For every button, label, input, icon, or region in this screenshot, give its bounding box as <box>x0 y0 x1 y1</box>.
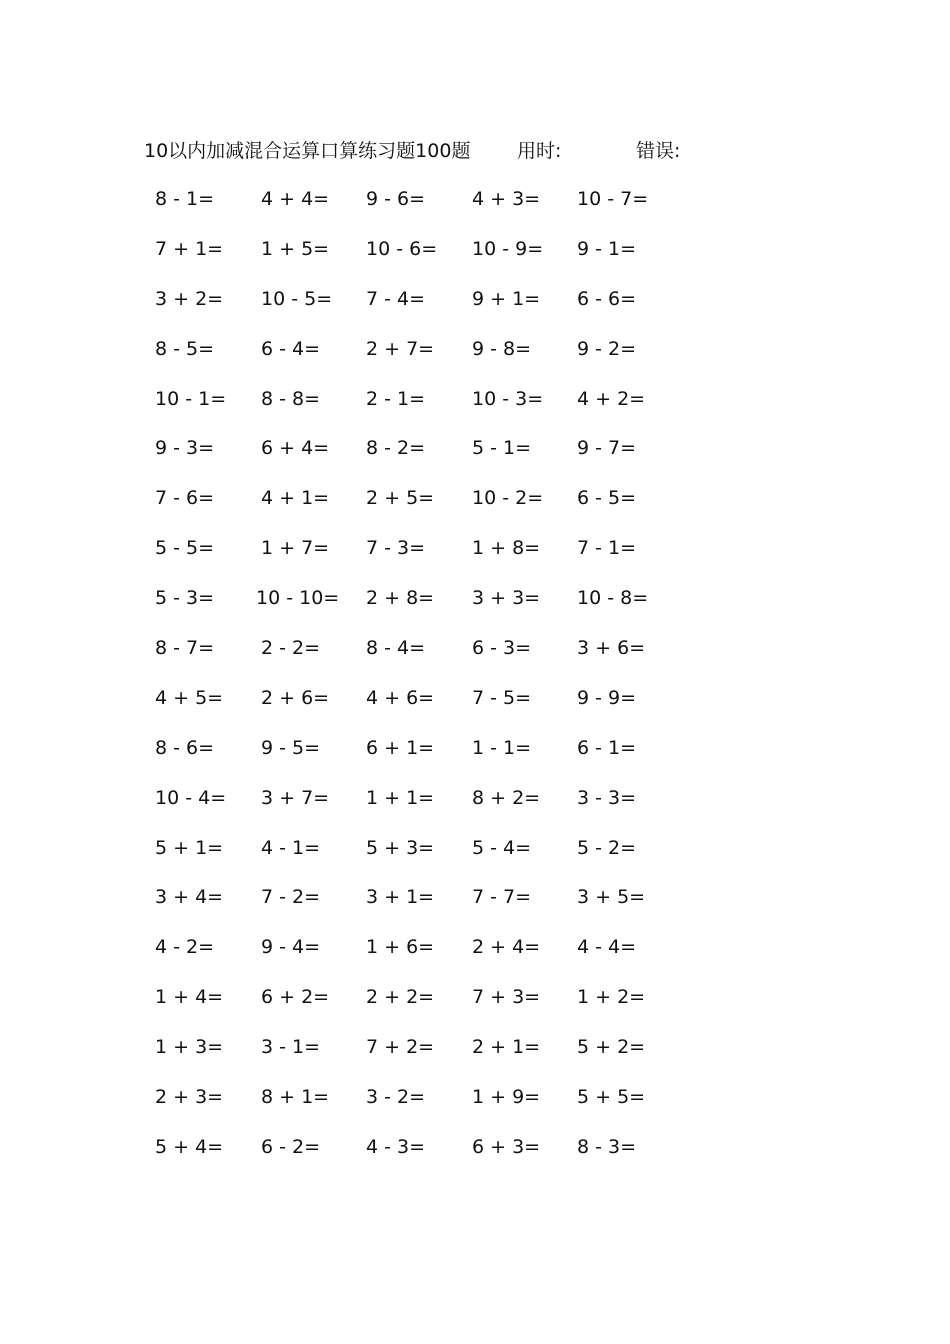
problem-item: 9 - 3= <box>155 437 215 460</box>
problem-item: 4 + 6= <box>366 686 435 709</box>
problem-item: 8 - 4= <box>366 637 426 660</box>
problem-item: 5 + 3= <box>366 836 435 859</box>
problem-item: 10 - 2= <box>472 487 544 510</box>
problem-item: 2 - 1= <box>366 387 426 410</box>
problem-item: 3 + 6= <box>577 637 646 660</box>
problem-item: 2 + 3= <box>155 1086 224 1109</box>
problem-item: 3 + 1= <box>366 886 435 909</box>
problem-row <box>150 1083 690 1133</box>
problem-item: 7 + 3= <box>472 986 541 1009</box>
problem-item: 1 + 1= <box>366 786 435 809</box>
problem-item: 9 - 6= <box>366 188 426 210</box>
problem-row <box>150 634 690 684</box>
problem-item: 4 + 2= <box>577 387 646 410</box>
problem-item: 1 + 8= <box>472 537 541 560</box>
problem-row <box>150 883 690 933</box>
worksheet-title: 10以内加减混合运算口算练习题100题 <box>144 140 471 162</box>
problem-item: 7 - 2= <box>261 886 321 909</box>
problem-row <box>150 385 690 435</box>
problem-row <box>150 834 690 884</box>
problem-grid <box>150 185 690 1183</box>
problem-item: 3 - 3= <box>577 786 637 809</box>
problem-item: 7 - 7= <box>472 886 532 909</box>
problem-item: 1 + 2= <box>577 986 646 1009</box>
problem-item: 10 - 9= <box>472 237 544 260</box>
problem-item: 10 - 4= <box>155 786 227 809</box>
problem-item: 5 + 1= <box>155 836 224 859</box>
problem-item: 9 - 5= <box>261 736 321 759</box>
problem-item: 8 - 6= <box>155 736 215 759</box>
errors-label: 错误: <box>636 140 681 162</box>
problem-item: 6 + 4= <box>261 437 330 460</box>
problem-item: 6 - 3= <box>472 637 532 660</box>
problem-item: 5 - 4= <box>472 836 532 859</box>
problem-item: 1 + 5= <box>261 237 330 260</box>
problem-item: 5 - 3= <box>155 587 215 610</box>
problem-row <box>150 933 690 983</box>
problem-item: 1 - 1= <box>472 736 532 759</box>
problem-item: 4 - 1= <box>261 836 321 859</box>
problem-row <box>150 684 690 734</box>
problem-item: 7 + 1= <box>155 237 224 260</box>
problem-item: 4 + 3= <box>472 188 541 210</box>
problem-item: 3 + 2= <box>155 287 224 310</box>
problem-row <box>150 484 690 534</box>
problem-row <box>150 534 690 584</box>
problem-row <box>150 1133 690 1183</box>
problem-item: 10 - 1= <box>155 387 227 410</box>
problem-row <box>150 434 690 484</box>
problem-item: 6 + 2= <box>261 986 330 1009</box>
problem-item: 7 - 4= <box>366 287 426 310</box>
problem-item: 9 + 1= <box>472 287 541 310</box>
problem-item: 10 - 3= <box>472 387 544 410</box>
problem-row <box>150 185 690 235</box>
problem-item: 1 + 6= <box>366 936 435 959</box>
problem-row <box>150 285 690 335</box>
problem-item: 3 + 5= <box>577 886 646 909</box>
problem-row <box>150 235 690 285</box>
problem-item: 5 - 2= <box>577 836 637 859</box>
problem-item: 5 - 1= <box>472 437 532 460</box>
problem-item: 2 + 1= <box>472 1036 541 1059</box>
problem-item: 3 + 7= <box>261 786 330 809</box>
problem-item: 6 + 3= <box>472 1135 541 1158</box>
problem-item: 2 - 2= <box>261 637 321 660</box>
problem-item: 9 - 9= <box>577 686 637 709</box>
problem-item: 7 + 2= <box>366 1036 435 1059</box>
problem-item: 2 + 8= <box>366 587 435 610</box>
problem-item: 7 - 1= <box>577 537 637 560</box>
problem-item: 6 - 1= <box>577 736 637 759</box>
problem-item: 2 + 5= <box>366 487 435 510</box>
problem-item: 10 - 6= <box>366 237 438 260</box>
problem-item: 2 + 2= <box>366 986 435 1009</box>
problem-item: 5 + 4= <box>155 1135 224 1158</box>
problem-row <box>150 734 690 784</box>
problem-item: 7 - 3= <box>366 537 426 560</box>
problem-item: 8 + 1= <box>261 1086 330 1109</box>
problem-row <box>150 983 690 1033</box>
problem-row <box>150 584 690 634</box>
problem-item: 6 - 5= <box>577 487 637 510</box>
problem-row <box>150 1033 690 1083</box>
problem-item: 4 - 2= <box>155 936 215 959</box>
problem-item: 9 - 7= <box>577 437 637 460</box>
problem-item: 9 - 2= <box>577 337 637 360</box>
problem-item: 1 + 3= <box>155 1036 224 1059</box>
problem-item: 4 + 4= <box>261 188 330 210</box>
problem-item: 1 + 7= <box>261 537 330 560</box>
problem-row <box>150 784 690 834</box>
problem-item: 8 - 8= <box>261 387 321 410</box>
problem-item: 6 - 4= <box>261 337 321 360</box>
problem-item: 7 - 6= <box>155 487 215 510</box>
problem-item: 8 - 5= <box>155 337 215 360</box>
problem-item: 4 - 3= <box>366 1135 426 1158</box>
problem-item: 10 - 8= <box>577 587 649 610</box>
problem-item: 10 - 5= <box>261 287 333 310</box>
problem-item: 6 + 1= <box>366 736 435 759</box>
problem-item: 8 - 3= <box>577 1135 637 1158</box>
problem-item: 2 + 7= <box>366 337 435 360</box>
problem-item: 9 - 4= <box>261 936 321 959</box>
problem-item: 5 - 5= <box>155 537 215 560</box>
problem-row <box>150 335 690 385</box>
problem-item: 5 + 5= <box>577 1086 646 1109</box>
problem-item: 2 + 4= <box>472 936 541 959</box>
problem-item: 10 - 10= <box>256 587 340 610</box>
problem-item: 4 + 1= <box>261 487 330 510</box>
problem-item: 3 - 1= <box>261 1036 321 1059</box>
problem-item: 1 + 9= <box>472 1086 541 1109</box>
problem-item: 7 - 5= <box>472 686 532 709</box>
problem-item: 6 - 2= <box>261 1135 321 1158</box>
problem-item: 3 - 2= <box>366 1086 426 1109</box>
problem-item: 8 - 1= <box>155 188 215 210</box>
problem-item: 6 - 6= <box>577 287 637 310</box>
problem-item: 8 - 2= <box>366 437 426 460</box>
problem-item: 9 - 1= <box>577 237 637 260</box>
problem-item: 4 - 4= <box>577 936 637 959</box>
problem-item: 8 + 2= <box>472 786 541 809</box>
time-label: 用时: <box>517 140 562 162</box>
problem-item: 1 + 4= <box>155 986 224 1009</box>
problem-item: 9 - 8= <box>472 337 532 360</box>
problem-item: 5 + 2= <box>577 1036 646 1059</box>
problem-item: 3 + 4= <box>155 886 224 909</box>
problem-item: 4 + 5= <box>155 686 224 709</box>
problem-item: 10 - 7= <box>577 188 649 210</box>
problem-item: 2 + 6= <box>261 686 330 709</box>
problem-item: 8 - 7= <box>155 637 215 660</box>
problem-item: 3 + 3= <box>472 587 541 610</box>
